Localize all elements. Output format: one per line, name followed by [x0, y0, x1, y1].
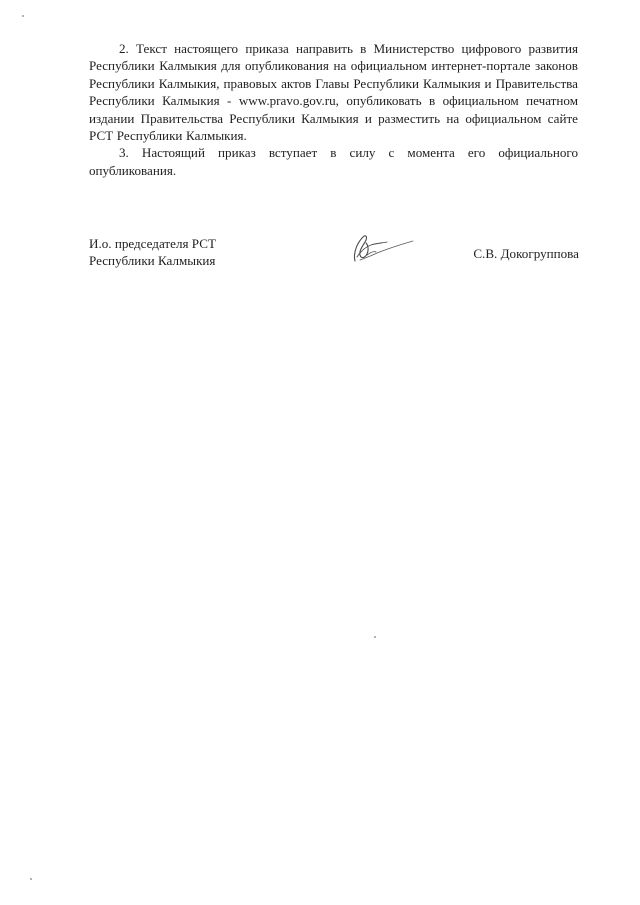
scan-speck	[374, 636, 376, 638]
signatory-name: С.В. Докогруппова	[473, 246, 579, 261]
paragraph-3: 3. Настоящий приказ вступает в силу с момента его официального опубликования.	[89, 145, 578, 178]
signatory-position-line1: И.о. председателя РСТ	[89, 236, 216, 251]
scan-speck	[30, 878, 32, 880]
paragraph-2: 2. Текст настоящего приказа направить в Министерство цифрового развития Республики Калмыкия для опубликования на официальном интернет-портале законов Республики Калмыкия, правовых актов Главы Республики Калмыкия и Правительства Республики Калмыкия - www.pravo.gov.ru, опубликовать в официальном печатном издании Правительства Республики Калмыкия и разместить на официальном сайте РСТ Республики Калмыкия.	[89, 41, 578, 144]
scan-speck	[22, 15, 24, 17]
signatory-position-line2: Республики Калмыкия	[89, 253, 216, 268]
signatory-position	[89, 235, 216, 269]
signature-block	[89, 235, 579, 275]
handwritten-signature	[347, 231, 417, 265]
document-body	[89, 40, 578, 179]
